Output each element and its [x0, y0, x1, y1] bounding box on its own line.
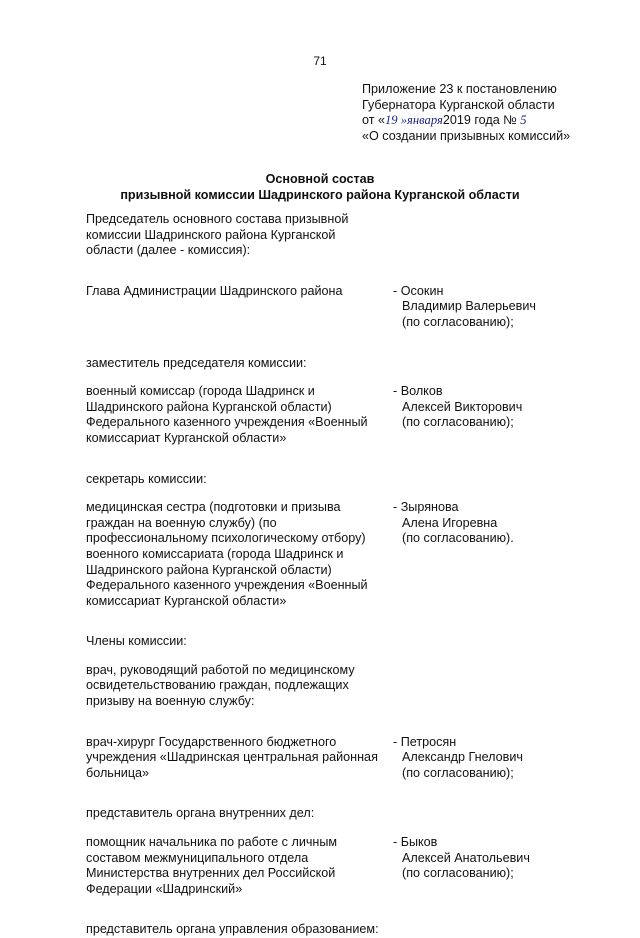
text-line: врач, руководящий работой по медицинскому — [86, 662, 355, 677]
handwritten-date: 19 »января — [385, 113, 443, 128]
appendix-line-3 — [362, 113, 602, 129]
doctor-entry — [86, 735, 556, 782]
person-note: (по согласованию); — [402, 866, 514, 881]
person-note: (по согласованию). — [402, 531, 514, 546]
person-note: (по согласованию); — [402, 314, 514, 329]
chairman-heading — [86, 212, 556, 259]
appendix-line-2: Губернатора Курганской области — [362, 97, 555, 112]
text-line: комиссии Шадринского района Курганской — [86, 227, 336, 242]
text-line: медицинская сестра (подготовки и призыва — [86, 500, 341, 515]
person-name: Алексей Викторович — [402, 399, 523, 414]
person-surname: - Зырянова — [393, 500, 459, 515]
appendix-line-4: «О создании призывных комиссий» — [362, 128, 571, 143]
text-line: врач-хирург Государственного бюджетного — [86, 734, 337, 749]
text-line: Федерального казенного учреждения «Военный — [86, 578, 368, 593]
person-name: Александр Гнелович — [402, 750, 523, 765]
person-note: (по согласованию); — [402, 765, 514, 780]
text-line: Федерального казенного учреждения «Военный — [86, 415, 368, 430]
chairman-entry — [86, 284, 556, 331]
position-text — [86, 835, 391, 897]
person-text — [391, 500, 514, 609]
person-text — [391, 735, 523, 782]
deputy-heading: заместитель председателя комиссии: — [86, 355, 307, 370]
text-line: военный комиссар (города Шадринск и — [86, 384, 315, 399]
police-entry — [86, 835, 556, 897]
person-text — [391, 284, 536, 331]
person-surname: - Быков — [393, 835, 438, 850]
text-line: Министерства внутренних дел Российской — [86, 866, 336, 881]
education-heading: представитель органа управления образованием: — [86, 922, 379, 937]
text-line: области (далее - комиссия): — [86, 243, 251, 258]
page-number: 71 — [313, 54, 327, 68]
secretary-heading: секретарь комиссии: — [86, 471, 207, 486]
text-line: граждан на военную службу) (по — [86, 515, 277, 530]
person-surname: - Осокин — [393, 283, 444, 298]
text-line: учреждения «Шадринская центральная районная — [86, 750, 378, 765]
title-line-1: Основной состав — [265, 172, 375, 186]
person-name: Алена Игоревна — [402, 515, 498, 530]
document-title — [0, 172, 640, 203]
person-text — [391, 835, 530, 897]
person-surname: - Петросян — [393, 734, 457, 749]
secretary-entry — [86, 500, 556, 609]
text-line: военного комиссариата (города Шадринск и — [86, 546, 344, 561]
handwritten-number: 5 — [520, 113, 527, 128]
person-surname: - Волков — [393, 384, 443, 399]
appendix-date-prefix: от « — [362, 113, 385, 128]
commission-list — [86, 212, 556, 938]
text-line: помощник начальника по работе с личным — [86, 835, 338, 850]
text-line: Шадринского района Курганской области) — [86, 562, 332, 577]
position-text — [86, 500, 391, 609]
position-text — [86, 384, 391, 446]
position-text — [86, 284, 391, 331]
members-heading: Члены комиссии: — [86, 634, 187, 649]
text-line: составом межмуниципального отдела — [86, 850, 309, 865]
text-line: Федерации «Шадринский» — [86, 881, 243, 896]
text-line: Глава Администрации Шадринского района — [86, 283, 343, 298]
doctor-heading — [86, 663, 556, 710]
title-line-2: призывной комиссии Шадринского района Курганской области — [120, 187, 520, 202]
person-name: Владимир Валерьевич — [402, 299, 536, 314]
deputy-entry — [86, 384, 556, 446]
police-heading: представитель органа внутренних дел: — [86, 806, 315, 821]
text-line: Председатель основного состава призывной — [86, 212, 349, 226]
position-text — [86, 735, 391, 782]
person-note: (по согласованию); — [402, 415, 514, 430]
text-line: комиссариат Курганской области» — [86, 430, 287, 445]
text-line: комиссариат Курганской области» — [86, 593, 287, 608]
appendix-year-number-label: 2019 года № — [442, 113, 517, 128]
text-line: профессиональному психологическому отбору) — [86, 531, 366, 546]
person-name: Алексей Анатольевич — [402, 850, 530, 865]
text-line: призыву на военную службу: — [86, 694, 255, 709]
appendix-block — [362, 82, 602, 144]
text-line: Шадринского района Курганской области) — [86, 399, 332, 414]
text-line: больница» — [86, 765, 150, 780]
appendix-line-1: Приложение 23 к постановлению — [362, 82, 557, 96]
person-text — [391, 384, 522, 446]
text-line: освидетельствованию граждан, подлежащих — [86, 678, 349, 693]
